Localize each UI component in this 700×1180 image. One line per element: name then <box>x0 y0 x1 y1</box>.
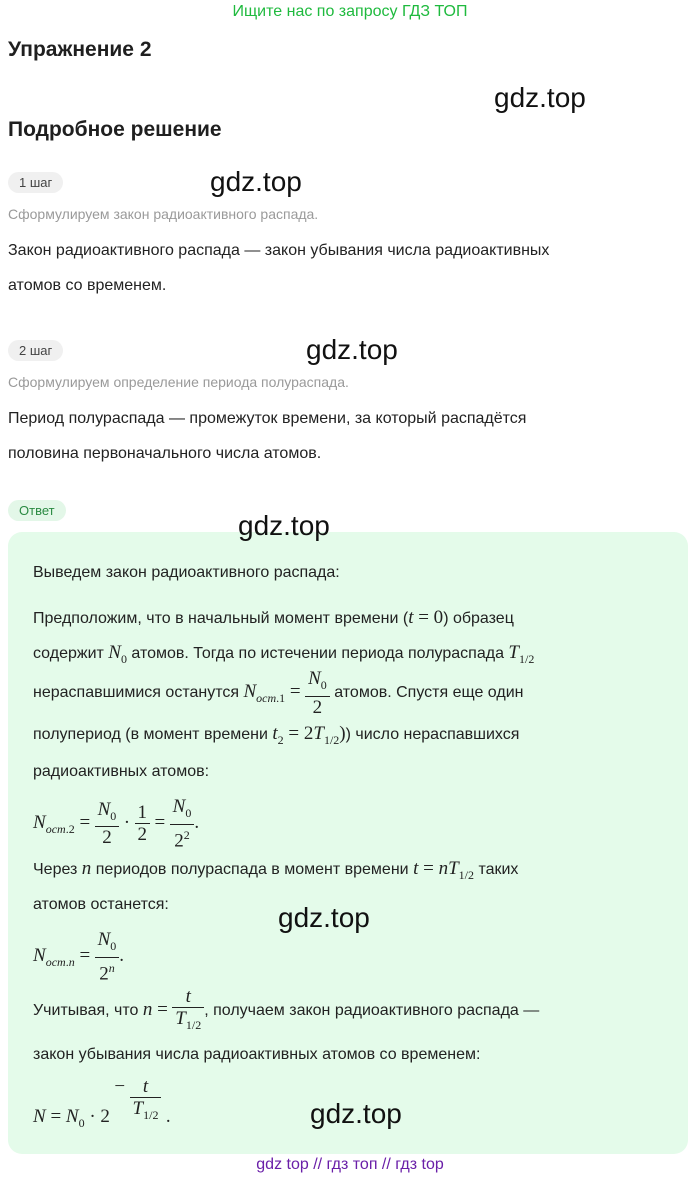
watermark: gdz.top <box>238 510 330 541</box>
step-1-line: Закон радиоактивного распада — закон убывания числа радиоактивных <box>8 242 550 259</box>
step-2-line: Период полураспада — промежуток времени, за который распадётся <box>8 410 527 427</box>
answer-intro: Выведем закон радиоактивного распада: <box>33 564 340 581</box>
exercise-title: Упражнение 2 <box>8 38 152 61</box>
answer-line: содержит $N_0$ атомов. Тогда по истечении периода полураспада $T_{1/2}$ <box>33 642 535 666</box>
step-2-badge: 2 шаг <box>8 340 63 361</box>
step-1-line: атомов со временем. <box>8 277 167 294</box>
step-1-text <box>8 233 688 303</box>
watermark: gdz.top <box>494 82 586 113</box>
answer-line: полупериод (в момент времени $t_2 = 2T_{1/2}$)) число нераспавшихся <box>33 723 520 747</box>
equation-1: $N_{ост.2}$ = $\frac{N_0}{2}$ · $\frac{1}{2}$ = $\frac{N_0}{2^2}$ . <box>33 796 200 852</box>
watermark: gdz.top <box>210 166 302 197</box>
footer-links[interactable]: gdz top // гдз топ // гдз top <box>256 1156 444 1173</box>
answer-line: нераспавшимися останутся $N_{ост.1}$ = $\frac{N_0}{2}$ атомов. Спустя еще один <box>33 668 524 718</box>
solution-title: Подробное решение <box>8 118 222 141</box>
watermark: gdz.top <box>310 1098 402 1129</box>
step-2-line: половина первоначального числа атомов. <box>8 445 322 462</box>
answer-line: Учитывая, что n = $\frac{t}{T_{1/2}}$ , получаем закон радиоактивного распада — <box>33 986 540 1032</box>
answer-line: радиоактивных атомов: <box>33 763 210 780</box>
answer-line: атомов останется: <box>33 896 169 913</box>
equation-3: $N = N_0 \cdot 2$ − $\frac{t}{T_{1/2}}$ . <box>33 1076 171 1130</box>
watermark: gdz.top <box>306 334 398 365</box>
step-1-hint: Сформулируем закон радиоактивного распада. <box>8 206 319 222</box>
answer-line: закон убывания числа радиоактивных атомов со временем: <box>33 1046 481 1063</box>
promo-banner[interactable]: Ищите нас по запросу ГДЗ ТОП <box>232 3 468 20</box>
step-2-text <box>8 401 688 471</box>
step-2-hint: Сформулируем определение периода полураспада. <box>8 374 349 390</box>
answer-line: Через n периодов полураспада в момент времени $t = nT_{1/2}$ таких <box>33 858 519 882</box>
step-1-badge: 1 шаг <box>8 172 63 193</box>
watermark: gdz.top <box>278 902 370 933</box>
answer-badge: Ответ <box>8 500 66 521</box>
answer-line: Предположим, что в начальный момент времени (t = 0) образец <box>33 607 514 628</box>
equation-2: $N_{ост.n}$ = $\frac{N_0}{2^n}$ . <box>33 929 125 985</box>
